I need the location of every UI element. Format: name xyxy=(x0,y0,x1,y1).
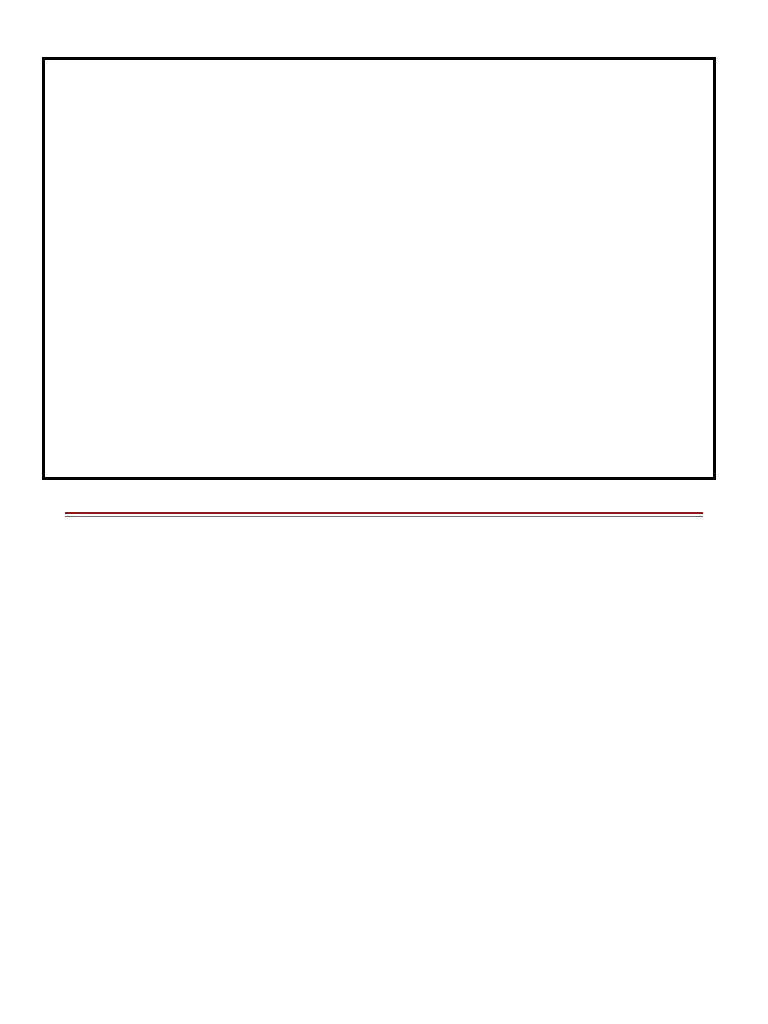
divider-line-top xyxy=(65,512,703,514)
divider-line-bottom xyxy=(65,516,703,517)
cover-box xyxy=(42,57,716,480)
